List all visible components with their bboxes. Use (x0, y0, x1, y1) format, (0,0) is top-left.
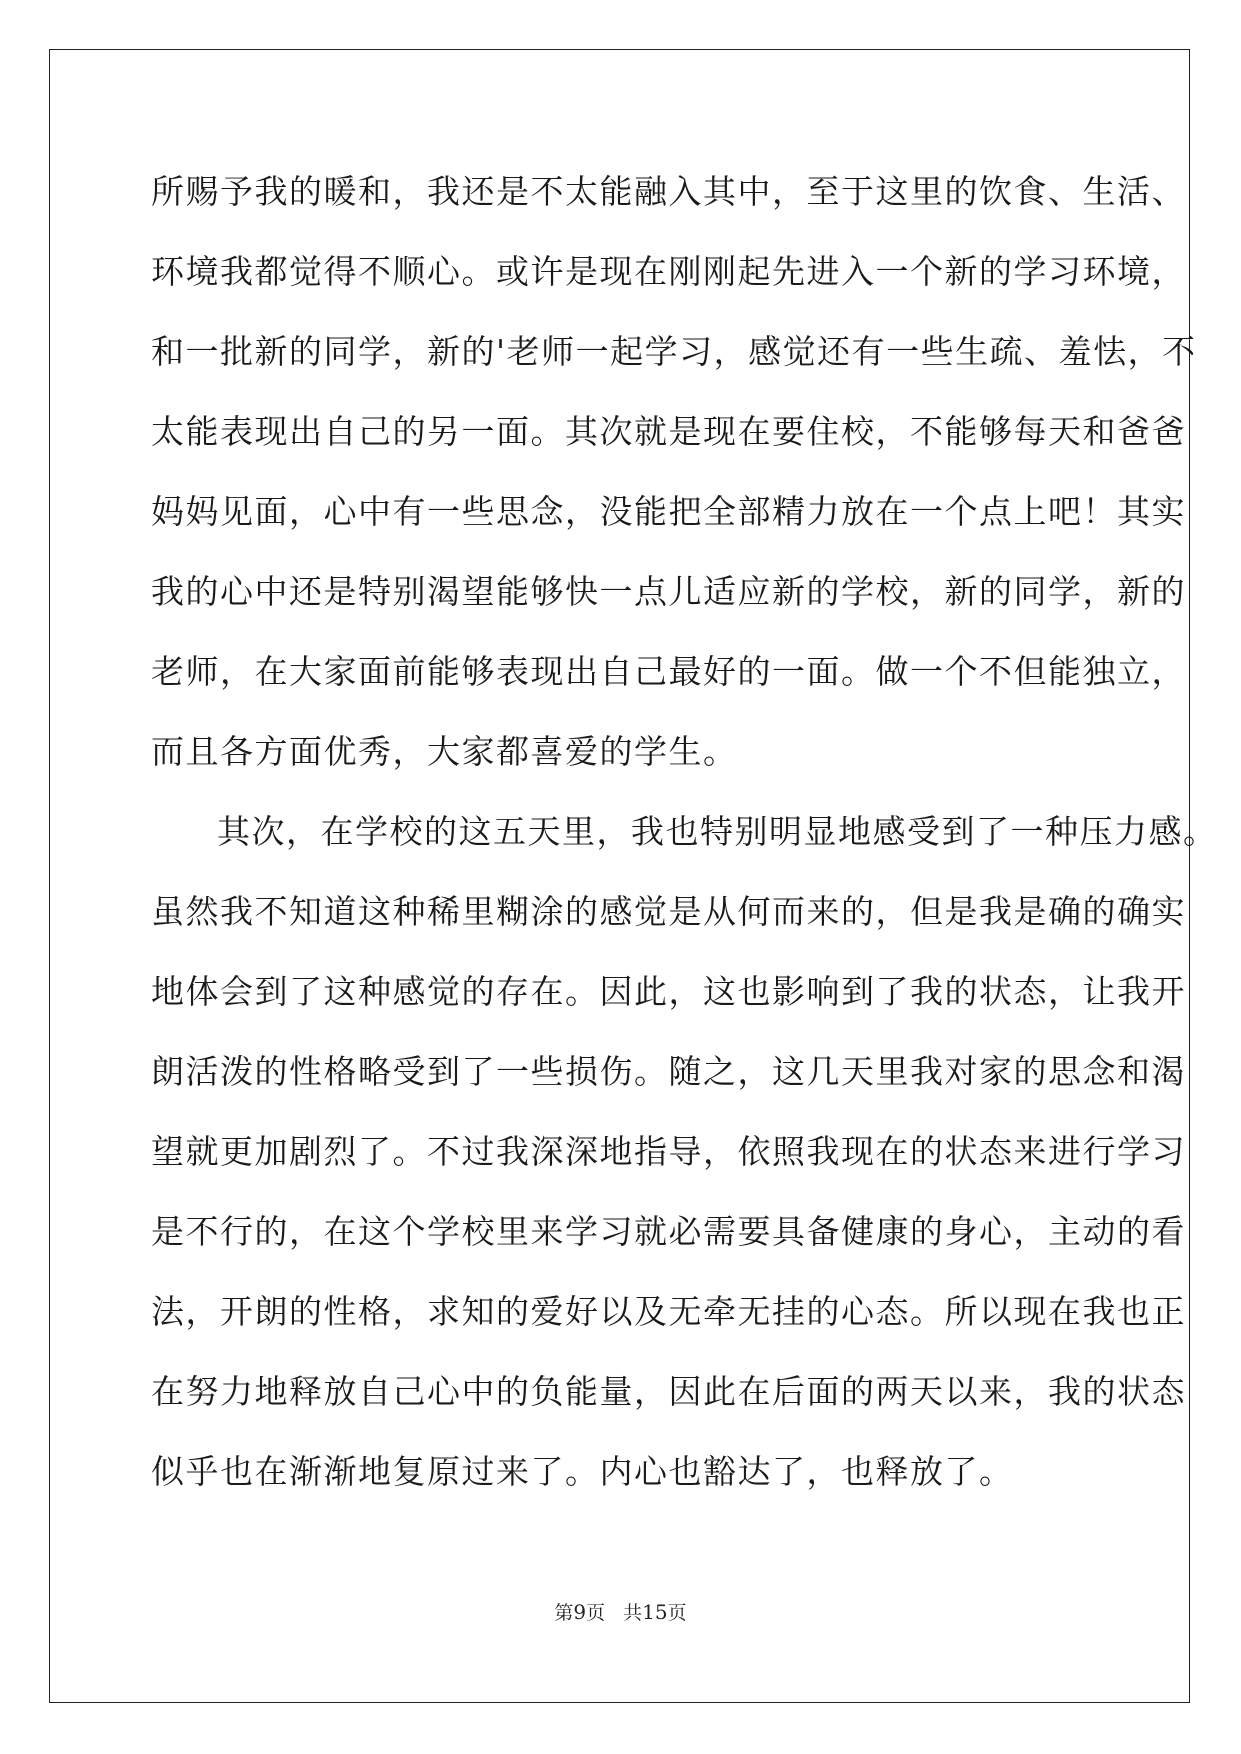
text-line: 妈妈见面，心中有一些思念，没能把全部精力放在一个点上吧！其实 (151, 492, 1186, 531)
document-body (151, 152, 1218, 1512)
page-prefix: 第 (554, 1602, 574, 1624)
text-line: 其次，在学校的这五天里，我也特别明显地感受到了一种压力感。 (217, 812, 1218, 851)
text-line: 法，开朗的性格，求知的爱好以及无牵无挂的心态。所以现在我也正 (151, 1292, 1186, 1331)
text-line: 望就更加剧烈了。不过我深深地指导，依照我现在的状态来进行学习 (151, 1132, 1186, 1171)
page-number: 9 (573, 1600, 587, 1624)
paragraph-2 (151, 792, 1218, 1512)
text-line: 而且各方面优秀，大家都喜爱的学生。 (151, 732, 738, 771)
text-line: 老师，在大家面前能够表现出自己最好的一面。做一个不但能独立， (151, 652, 1186, 691)
text-line: 地体会到了这种感觉的存在。因此，这也影响到了我的状态，让我开 (151, 972, 1186, 1011)
page-footer (0, 1598, 1241, 1625)
text-line: 朗活泼的性格略受到了一些损伤。随之，这几天里我对家的思念和渴 (151, 1052, 1186, 1091)
page-suffix: 页 (586, 1602, 606, 1624)
text-line: 我的心中还是特别渴望能够快一点儿适应新的学校，新的同学，新的 (151, 572, 1186, 611)
paragraph-1 (151, 152, 1197, 792)
total-prefix: 共 (623, 1602, 643, 1624)
text-line: 和一批新的同学，新的'老师一起学习，感觉还有一些生疏、羞怯，不 (151, 332, 1197, 371)
total-suffix: 页 (667, 1602, 687, 1624)
text-line: 虽然我不知道这种稀里糊涂的感觉是从何而来的，但是我是确的确实 (151, 892, 1186, 931)
text-line: 环境我都觉得不顺心。或许是现在刚刚起先进入一个新的学习环境， (151, 252, 1186, 291)
text-line: 是不行的，在这个学校里来学习就必需要具备健康的身心，主动的看 (151, 1212, 1186, 1251)
text-line: 在努力地释放自己心中的负能量，因此在后面的两天以来，我的状态 (151, 1372, 1186, 1411)
text-line: 太能表现出自己的另一面。其次就是现在要住校，不能够每天和爸爸 (151, 412, 1186, 451)
total-pages: 15 (642, 1600, 668, 1624)
text-line: 所赐予我的暖和，我还是不太能融入其中，至于这里的饮食、生活、 (151, 172, 1186, 211)
text-line: 似乎也在渐渐地复原过来了。内心也豁达了，也释放了。 (151, 1452, 1014, 1491)
